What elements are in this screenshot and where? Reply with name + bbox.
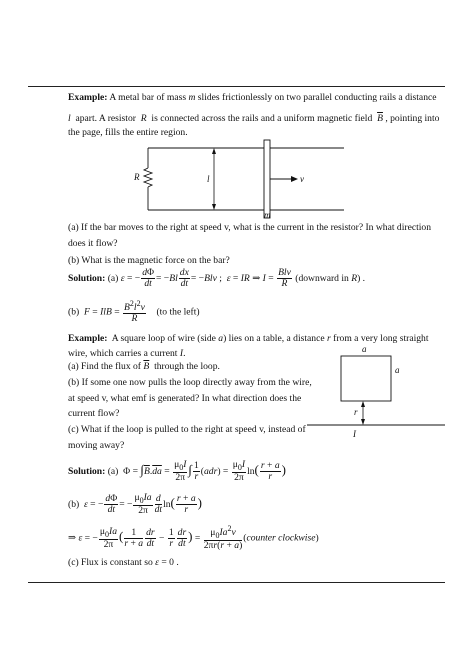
solution2-c-line: (c) Flux is constant so ε = 0 . bbox=[68, 557, 179, 568]
label-a-top: a bbox=[362, 344, 367, 354]
q2-c2: moving away? bbox=[68, 440, 125, 451]
q2-a: (a) Find the flux of $\overline{B}$ through the loop. bbox=[68, 361, 220, 372]
q2-b3: current flow? bbox=[68, 408, 120, 419]
q2-b2: at speed v, what emf is generated? In what direction does the bbox=[68, 393, 302, 404]
q-b: (b) What is the magnetic force on the bar? bbox=[68, 255, 230, 266]
example2-line1: Example: A square loop of wire (side a) lies on a table, a distance r from a very long straight bbox=[68, 333, 429, 344]
label-v: v bbox=[300, 174, 304, 184]
top-rule bbox=[28, 86, 445, 87]
solution-a-line: Solution: (a) ε = − $\frac{d\Phi}{dt}$ = −Bl $\frac{dx}{dt}$ = −Blv ; ε = IR ⇒ I = $\frac{\text{Blv}}{R}$ (downward in R) . bbox=[68, 267, 366, 290]
solution2-b2-line: ⇒ ε = − $\frac{\mu_0Ia}{2\pi}$ ( $\frac{1}{r + a}$ $\frac{dr}{dt}$ − $\frac{1}{r}$ $\frac{dr}{dt}$ ) = $\frac{\mu_0Ia^2v}{2\pi r(r + a)}$ (counter clockwise) bbox=[68, 524, 319, 552]
q-a1: (a) If the bar moves to the right at speed v, what is the current in the resistor? In what direction bbox=[68, 222, 432, 233]
solution-label: Solution: bbox=[68, 272, 106, 284]
example2-line2: wire, which carries a current I. bbox=[68, 348, 186, 359]
label-m: m bbox=[264, 210, 271, 220]
example1-line3: the page, fills the entire region. bbox=[68, 127, 188, 138]
example1-heading: Example: bbox=[68, 92, 108, 103]
q-a2: does it flow? bbox=[68, 238, 118, 249]
loop-diagram bbox=[305, 342, 450, 442]
bottom-rule bbox=[28, 582, 445, 583]
label-r: r bbox=[354, 407, 358, 417]
label-I: I bbox=[353, 429, 356, 439]
rail-diagram bbox=[130, 138, 350, 220]
solution2-b-line: (b) ε = − $\frac{d\Phi}{dt}$ = − $\frac{\mu_0Ia}{2\pi}$ $\frac{d}{dt}$ ln( $\frac{r + a}{r}$ ) bbox=[68, 492, 202, 517]
label-l: l bbox=[207, 174, 210, 184]
solution2-label: Solution: bbox=[68, 465, 106, 477]
q2-c1: (c) What if the loop is pulled to the right at speed v, instead of bbox=[68, 424, 306, 435]
solution-b-line: (b) F = IlB = $\frac{B^2l^2v}{R}$ (to the left) bbox=[68, 299, 200, 325]
label-R: R bbox=[134, 172, 140, 182]
q2-b1: (b) If some one now pulls the loop directly away from the wire, bbox=[68, 377, 312, 388]
label-a-side: a bbox=[395, 365, 400, 375]
example1-line1: Example: A metal bar of mass m slides frictionlessly on two parallel conducting rails a distance bbox=[68, 92, 437, 103]
example2-heading: Example: bbox=[68, 333, 108, 344]
solution2-a-line: Solution: (a) $\Phi = \int\overline{B}.\overline{da}$ = $\frac{\mu_0I}{2\pi}$ ∫ $\frac{1}{r}$ (adr) = $\frac{\mu_0I}{2\pi}$ ln( $\frac{r + a}{r}$ ) bbox=[68, 459, 286, 484]
example1-line2: l apart. A resistor R is connected across the rails and a uniform magnetic field $\overline{B}$ , pointing into bbox=[68, 113, 440, 124]
